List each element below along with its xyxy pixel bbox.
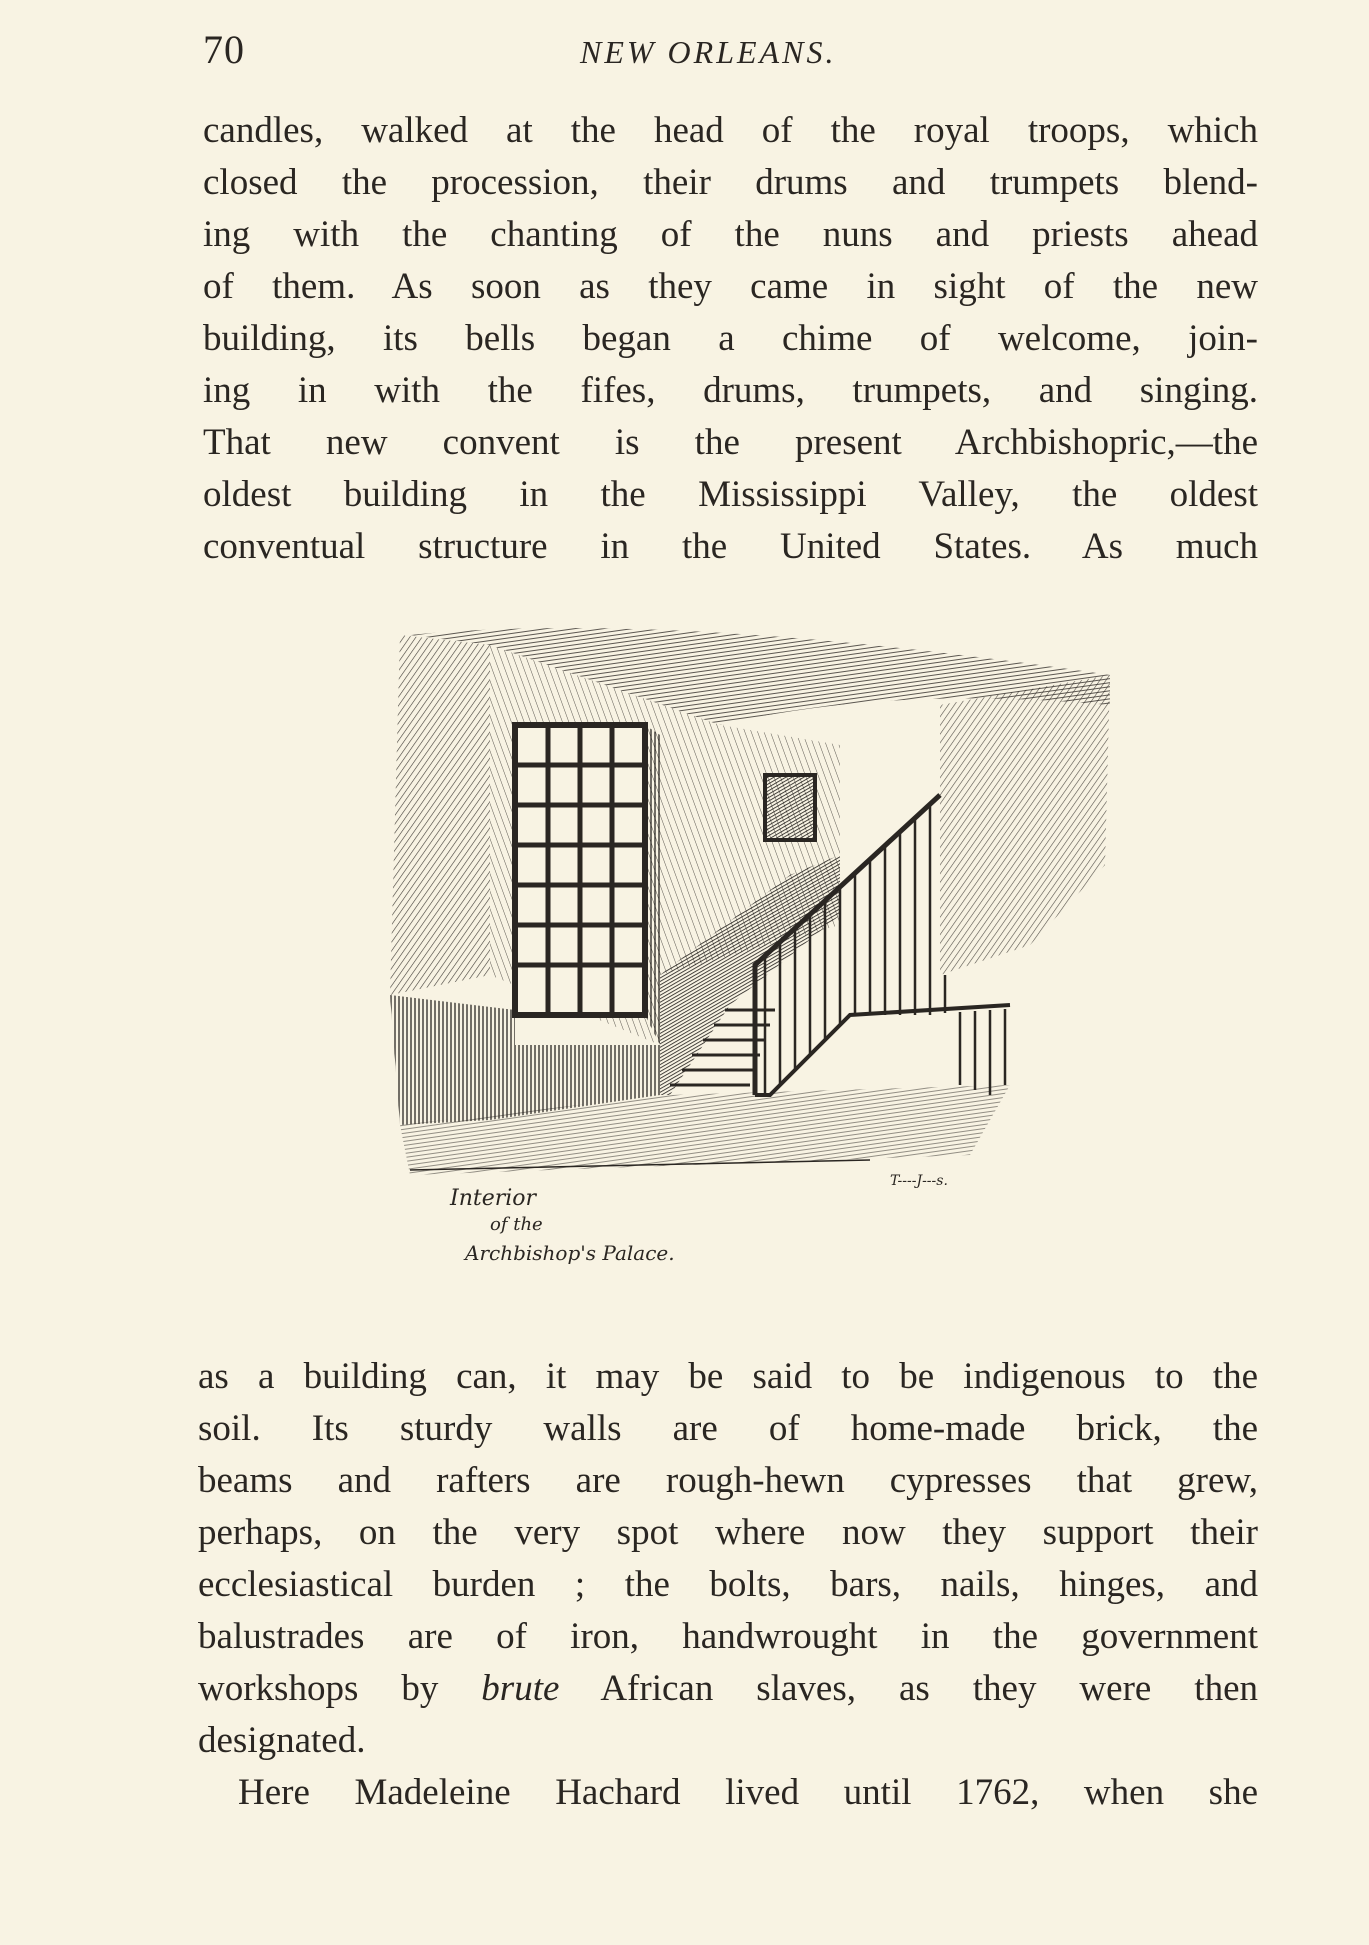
text-line: designated. [198,1720,366,1761]
text-line: oldest building in the Mississippi Valley, the oldest [203,474,1258,515]
running-head: NEW ORLEANS. [580,34,837,70]
text-line: candles, walked at the head of the royal troops, which [203,110,1258,151]
text-line: closed the procession, their drums and trumpets blend- [203,162,1258,203]
paragraph-bottom [198,1351,1258,1819]
text-line: perhaps, on the very spot where now they support their [198,1512,1258,1553]
italic-word: brute [481,1668,560,1709]
left-wall [390,635,490,995]
text-line: That new convent is the present Archbishopric,—the [203,422,1258,463]
caption-line1: Interior [450,1186,537,1211]
text-line: ing with the chanting of the nuns and priests ahead [203,214,1258,255]
text-line: conventual structure in the United States. As much [203,526,1258,567]
text-line: of them. As soon as they came in sight of the new [203,266,1258,307]
caption-line3: Archbishop's Palace. [465,1241,675,1265]
text-line: ecclesiastical burden ; the bolts, bars, nails, hinges, and [198,1564,1258,1605]
caption-line2: of the [490,1214,543,1235]
text-line: balustrades are of iron, handwrought in the government [198,1616,1258,1657]
text-span: workshops by [198,1668,482,1709]
right-wall [940,675,1110,975]
artist-signature: T----J---s. [890,1173,948,1189]
lower-rail [755,1005,1010,1095]
staircase-engraving [370,615,1130,1315]
paragraph-top [203,105,1258,573]
text-line: as a building can, it may be said to be indigenous to the [198,1356,1258,1397]
page-number: 70 [203,27,245,72]
text-line: building, its bells began a chime of welcome, join- [203,318,1258,359]
text-line: soil. Its sturdy walls are of home-made brick, the [198,1408,1258,1449]
upper-window [765,775,815,840]
text-span: African slaves, as they were then [559,1668,1258,1709]
text-line: Here Madeleine Hachard lived until 1762, when she [238,1772,1258,1813]
text-line: beams and rafters are rough-hewn cypresses that grew, [198,1460,1258,1501]
text-line [198,1663,1258,1715]
window-recess [645,725,660,1045]
text-line: ing in with the fifes, drums, trumpets, and singing. [203,370,1258,411]
